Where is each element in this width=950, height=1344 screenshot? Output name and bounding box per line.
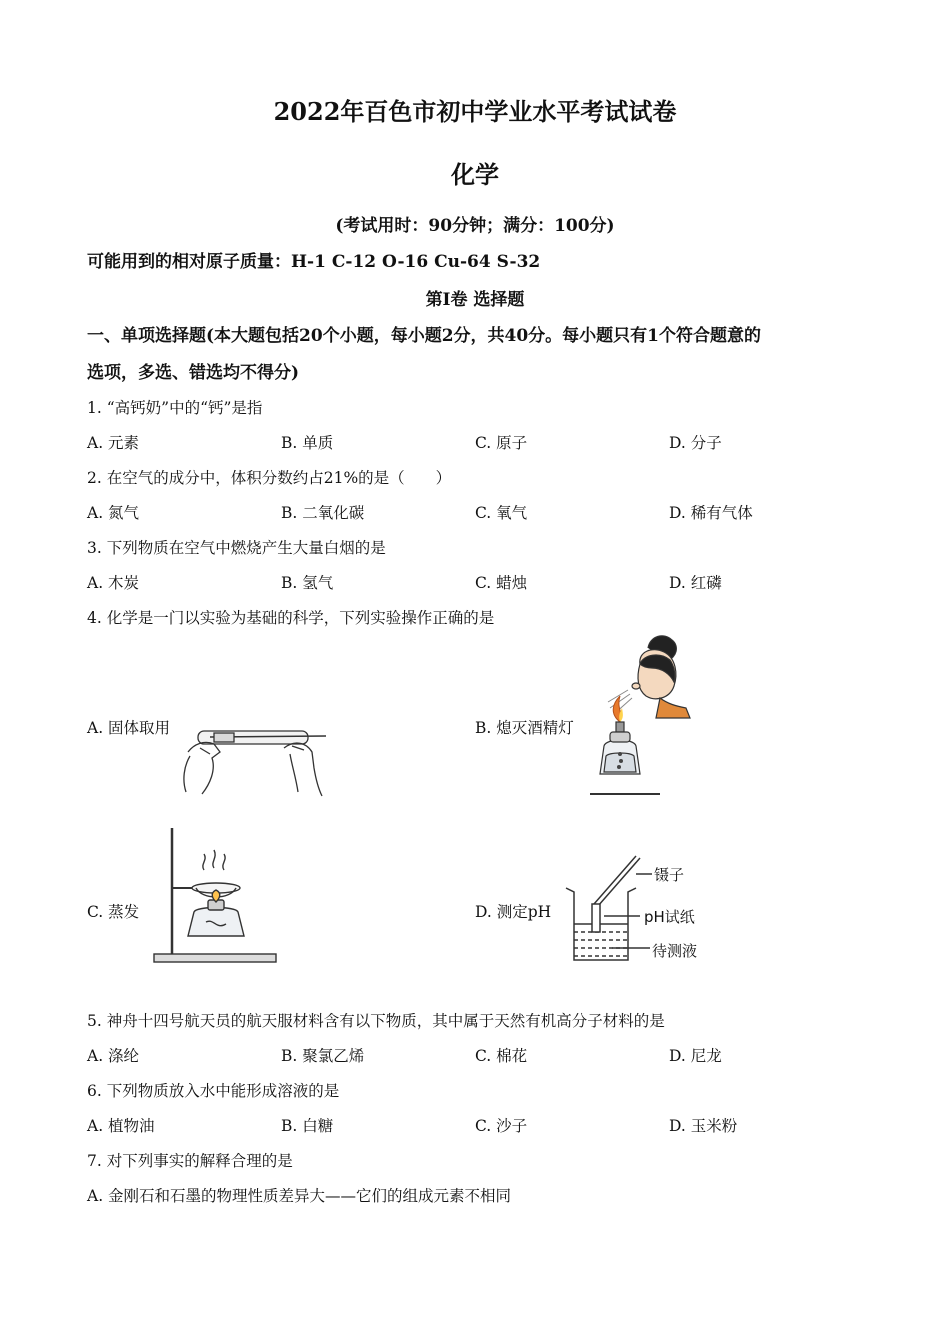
extinguish-lamp-illustration	[590, 634, 710, 804]
option-a: A. 涤纶	[87, 1047, 140, 1065]
option-b: B. 单质	[281, 434, 334, 452]
question-stem: 2. 在空气的成分中，体积分数约占21%的是（ ）	[87, 469, 452, 487]
option-a: A. 植物油	[87, 1117, 155, 1135]
option-d: D. 尼龙	[669, 1047, 722, 1065]
tweezers-label: 镊子	[654, 866, 685, 884]
option-b: B. 白糖	[281, 1117, 334, 1135]
atomic-masses: 可能用到的相对原子质量：H-1 C-12 O-16 Cu-64 S-32	[87, 252, 541, 272]
subject-title: 化学	[451, 160, 499, 189]
option-c: C. 蜡烛	[475, 574, 528, 592]
option-a: A. 木炭	[87, 574, 140, 592]
option-b: B. 熄灭酒精灯	[475, 719, 574, 737]
option-a: A. 固体取用	[87, 719, 171, 737]
ph-test-illustration	[560, 852, 730, 967]
volume-title: 第Ⅰ卷 选择题	[425, 290, 525, 310]
question-stem: 5. 神舟十四号航天员的航天服材料含有以下物质，其中属于天然有机高分子材料的是	[87, 1012, 665, 1030]
question-stem: 7. 对下列事实的解释合理的是	[87, 1152, 293, 1170]
option-c: C. 氧气	[475, 504, 528, 522]
exam-title: 2022年百色市初中学业水平考试试卷	[273, 97, 677, 126]
option-b: B. 聚氯乙烯	[281, 1047, 365, 1065]
option-a: A. 氮气	[87, 504, 140, 522]
option-c: C. 原子	[475, 434, 528, 452]
option-c: C. 蒸发	[87, 903, 140, 921]
question-stem: 1. “高钙奶”中的“钙”是指	[87, 399, 263, 417]
option-d: D. 玉米粉	[669, 1117, 738, 1135]
evaporation-illustration	[150, 826, 280, 966]
option-a: A. 元素	[87, 434, 140, 452]
solid-sampling-illustration	[180, 722, 330, 797]
exam-info: (考试用时：90分钟；满分：100分)	[335, 216, 615, 236]
option-d: D. 测定pH	[475, 903, 552, 921]
option-d: D. 红磷	[669, 574, 722, 592]
section-title: 一、单项选择题(本大题包括20个小题，每小题2分，共40分。每小题只有1个符合题意的	[87, 326, 762, 346]
option-d: D. 稀有气体	[669, 504, 753, 522]
ph-paper-label: pH试纸	[644, 908, 695, 926]
option-d: D. 分子	[669, 434, 722, 452]
question-stem: 6. 下列物质放入水中能形成溶液的是	[87, 1082, 340, 1100]
test-liquid-label: 待测液	[652, 942, 698, 960]
question-stem: 4. 化学是一门以实验为基础的科学，下列实验操作正确的是	[87, 609, 495, 627]
option-c: C. 沙子	[475, 1117, 528, 1135]
option-b: B. 二氧化碳	[281, 504, 365, 522]
question-stem: 3. 下列物质在空气中燃烧产生大量白烟的是	[87, 539, 386, 557]
section-title-cont: 选项，多选、错选均不得分)	[87, 363, 300, 383]
option-a: A. 金刚石和石墨的物理性质差异大——它们的组成元素不相同	[87, 1187, 512, 1205]
option-c: C. 棉花	[475, 1047, 528, 1065]
option-b: B. 氢气	[281, 574, 334, 592]
